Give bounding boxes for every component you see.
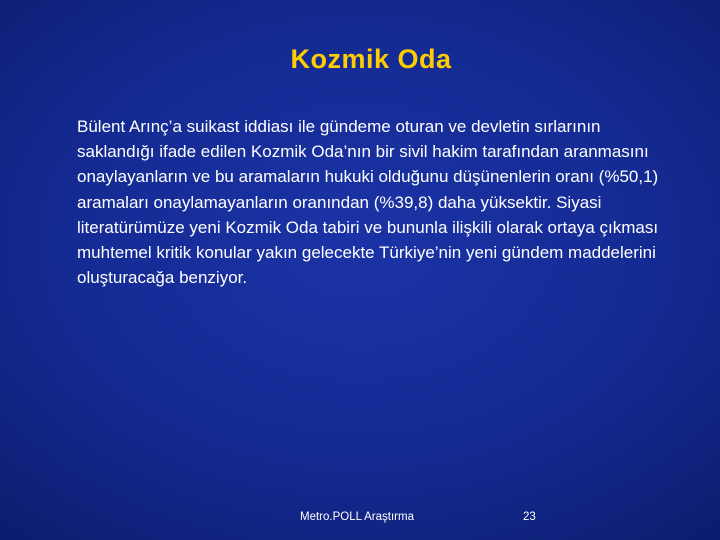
footer-source: Metro.POLL Araştırma bbox=[300, 511, 414, 523]
page-number: 23 bbox=[523, 511, 536, 523]
slide-body-text: Bülent Arınç’a suikast iddiası ile gündeme oturan ve devletin sırlarının saklandığı ifade edilen Kozmik Oda’nın bir sivil hakim tarafından aranmasını onaylayanların ve bu aramaların hukuki olduğunu düşünenlerin oranı (%50,1) aramaları onaylamayanların oranından (%39,8) daha yüksektir. Siyasi literatürümüze yeni Kozmik Oda tabiri ve bununla ilişkili olarak ortaya çıkması muhtemel kritik konular yakın gelecekte Türkiye’nin yeni gündem maddelerini oluşturacağa benziyor. bbox=[77, 117, 659, 288]
slide-title: Kozmik Oda bbox=[290, 44, 452, 74]
